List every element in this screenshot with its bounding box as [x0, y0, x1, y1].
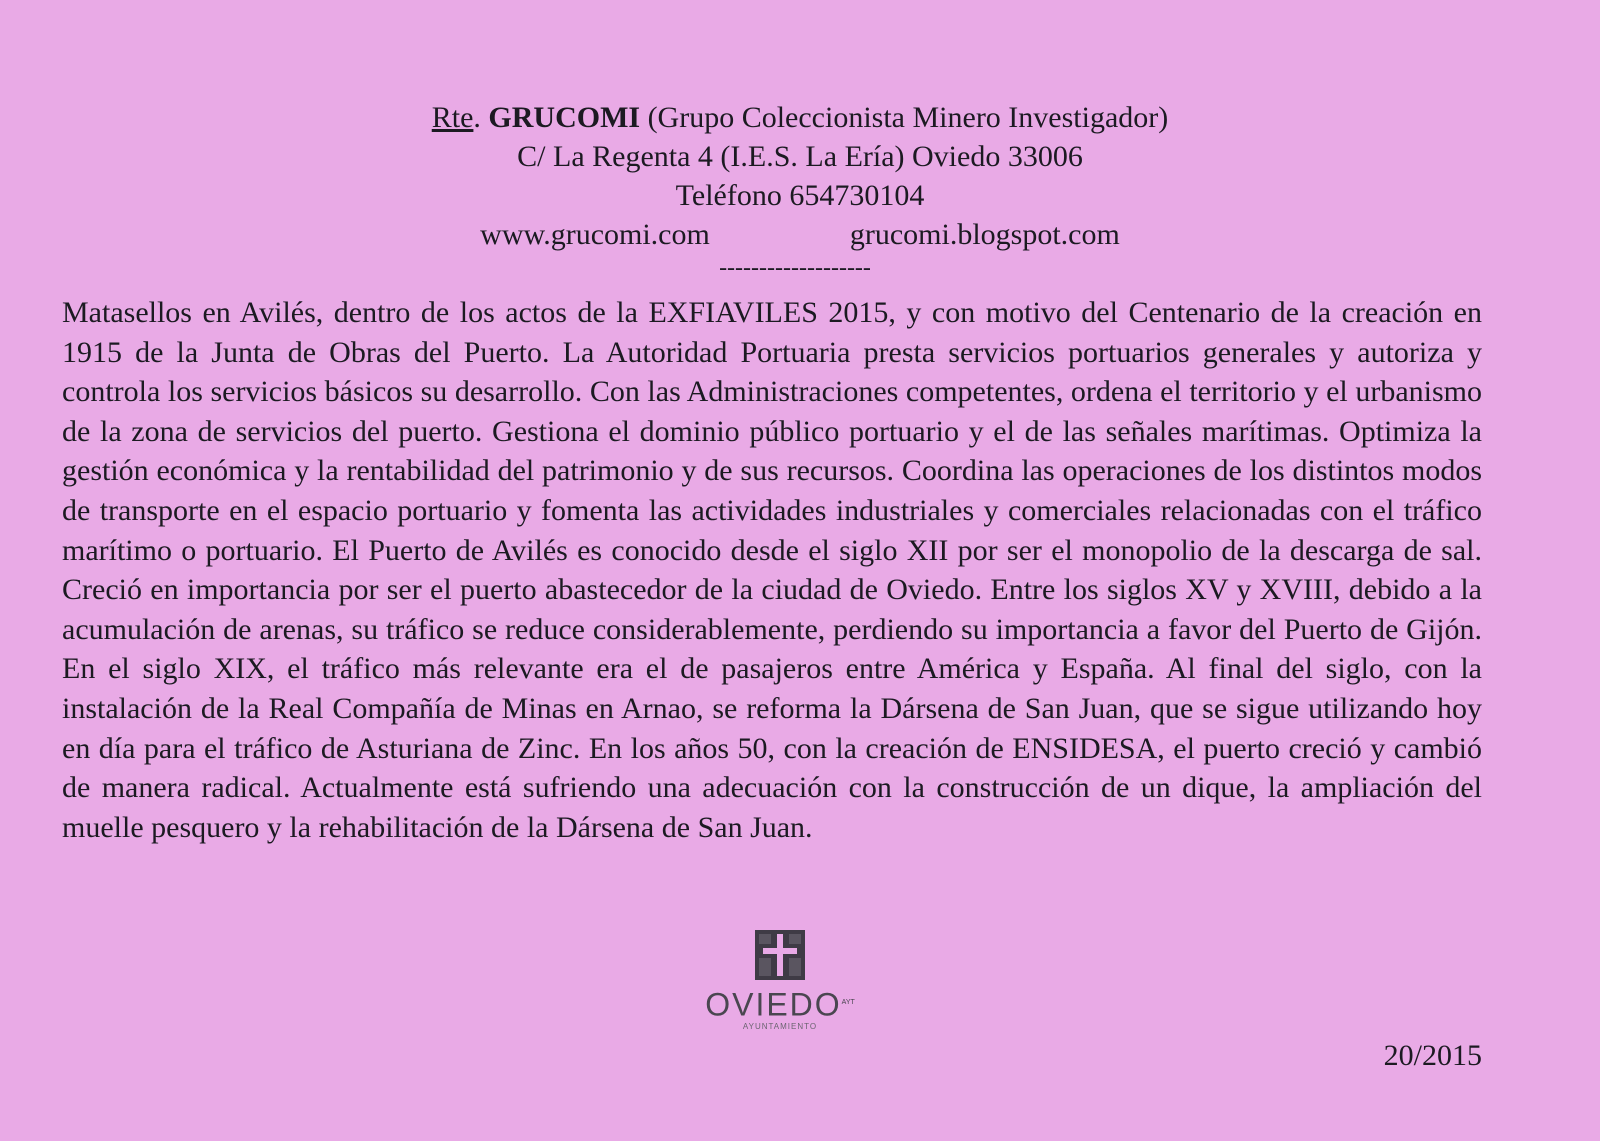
web-row — [0, 215, 1600, 254]
logo-wordmark — [700, 986, 860, 1022]
phone-line: Teléfono 654730104 — [675, 179, 925, 212]
sender-abbrev-dot: . — [473, 101, 481, 134]
sender-line — [0, 98, 1600, 137]
org-short-name: GRUCOMI — [488, 101, 641, 134]
header-divider: ------------------- — [719, 255, 871, 281]
org-full-name: (Grupo Coleccionista Minero Investigador) — [647, 101, 1169, 134]
body-paragraph: Matasellos en Avilés, dentro de los actos de la EXFIAVILES 2015, y con motivo del Centenario de la creación en 1915 de la Junta de Obras del Puerto. La Autoridad Portuaria presta servicios portuarios generales y autoriza y controla los servicios básicos su desarrollo. Con las Administraciones competentes, ordena el territorio y el urbanismo de la zona de servicios del puerto. Gestiona el dominio público portuario y el de las señales marítimas. Optimiza la gestión económica y la rentabilidad del patrimonio y de sus recursos. Coordina las operaciones de los distintos modos de transporte en el espacio portuario y fomenta las actividades industriales y comerciales relacionadas con el tráfico marítimo o portuario. El Puerto de Avilés es conocido desde el siglo XII por ser el monopolio de la descarga de sal. Creció en importancia por ser el puerto abastecedor de la ciudad de Oviedo. Entre los siglos XV y XVIII, debido a la acumulación de arenas, su tráfico se reduce considerablemente, perdiendo su importancia a favor del Puerto de Gijón. En el siglo XIX, el tráfico más relevante era el de pasajeros entre América y España. Al final del siglo, con la instalación de la Real Compañía de Minas en Arnao, se reforma la Dársena de San Juan, que se sigue utilizando hoy en día para el tráfico de Asturiana de Zinc. En los años 50, con la creación de ENSIDESA, el puerto creció y cambió de manera radical. Actualmente está sufriendo una adecuación con la construcción de un dique, la ampliación del muelle pesquero y la rehabilitación de la Dársena de San Juan. — [62, 296, 1482, 844]
logo-subtitle: AYUNTAMIENTO — [742, 1021, 818, 1031]
address-line: C/ La Regenta 4 (I.E.S. La Ería) Oviedo 33006 — [517, 140, 1083, 173]
oviedo-cross-emblem-icon — [755, 930, 805, 980]
sender-abbrev: Rte — [431, 101, 474, 134]
logo-superscript: AYT — [841, 999, 855, 1006]
oviedo-logo — [700, 930, 860, 1032]
blog-link[interactable]: grucomi.blogspot.com — [849, 218, 1120, 251]
sender-header — [0, 98, 1600, 282]
logo-word: OVIEDO — [705, 986, 842, 1023]
website-link[interactable]: www.grucomi.com — [480, 218, 710, 251]
reference-number: 20/2015 — [1383, 1039, 1482, 1072]
